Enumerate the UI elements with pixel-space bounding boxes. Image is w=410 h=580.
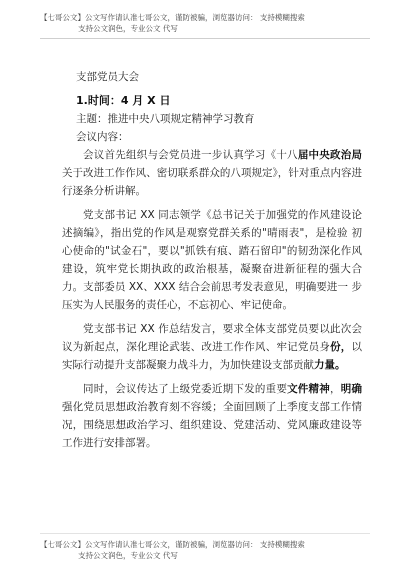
paragraph-3-text-c: 以 实际行动提升支部凝聚力战斗力，为加快建设支部贡献 — [62, 341, 363, 371]
paragraph-4-bold-1: 文件精神 — [287, 383, 331, 395]
paragraph-4-bold-2: 明确 — [340, 383, 363, 395]
paragraph-1 — [62, 146, 362, 200]
paragraph-1-text-a: 会议首先组织与会党员进一步认真学习《十八 — [83, 149, 298, 161]
paragraph-3-bold-1: 份， — [330, 341, 352, 353]
meeting-time: 1.时间：4 月 X 日 — [76, 94, 171, 107]
content-label: 会议内容： — [76, 131, 129, 143]
footer-line-1: 【七哥公文】公文写作请认准七哥公文，谨防被骗，浏览器访问： 支持模糊搜索 — [40, 540, 305, 549]
header-divider — [40, 38, 370, 39]
document-body — [62, 68, 362, 452]
paragraph-3-bold-2: 力量。 — [314, 359, 346, 371]
paragraph-3-text-a: 党支部书记 XX 作总结发言，要求全体支部党员要以此次会 议为新起点，深化理论武装、改进工作作风、牢记党员身 — [62, 323, 362, 353]
paragraph-3 — [62, 320, 362, 374]
page-footer — [40, 539, 380, 561]
meeting-subject: 主题：推进中央八项规定精神学习教育 — [76, 113, 255, 125]
footer-line-2: 支持公文润色，专业公文 代写 — [78, 551, 178, 560]
page-header — [40, 12, 380, 34]
footer-divider — [40, 533, 370, 534]
paragraph-4 — [62, 380, 362, 452]
paragraph-4-text-e: 强化党员思想政治教育刻不容缓；全面回顾了上季度支部工作情况，围绕思想政治学习、组织建设、党建活动、党风廉政建设等工作进行安排部署。 — [62, 401, 362, 449]
paragraph-1-bold: 届中央政治局 — [297, 149, 363, 161]
paragraph-2: 党支部书记 XX 同志领学《总书记关于加强党的作风建设论 述摘编》，指出党的作风是观察党群关系的"晴雨表"，是检验 初心使命的"试金石"，要以"抓铁有痕、踏石留印"的韧劲深化作风建设，筑牢党长期执政的政治根基，凝聚奋进新征程的强大合力。支部委员 XX、XXX 结合会前思考发表意见，明确要进一 步压实为人民服务的责任心，不忘初心、牢记使命。 — [62, 209, 362, 311]
header-line-1: 【七哥公文】公文写作请认准七哥公文，谨防被骗，浏览器访问： 支持模糊搜索 — [40, 13, 305, 22]
paragraph-1-text-c: 关于改进工作作风、密切联系群众的八项规定》，针对重点内容进行逐条分析讲解。 — [62, 167, 362, 197]
paragraph-4-text-a: 同时，会议传达了上级党委近期下发的重要 — [83, 383, 288, 395]
doc-title: 支部党员大会 — [76, 71, 139, 83]
header-line-2: 支持公文润色，专业公文 代写 — [78, 24, 178, 33]
paragraph-4-text-c: ， — [330, 383, 341, 395]
